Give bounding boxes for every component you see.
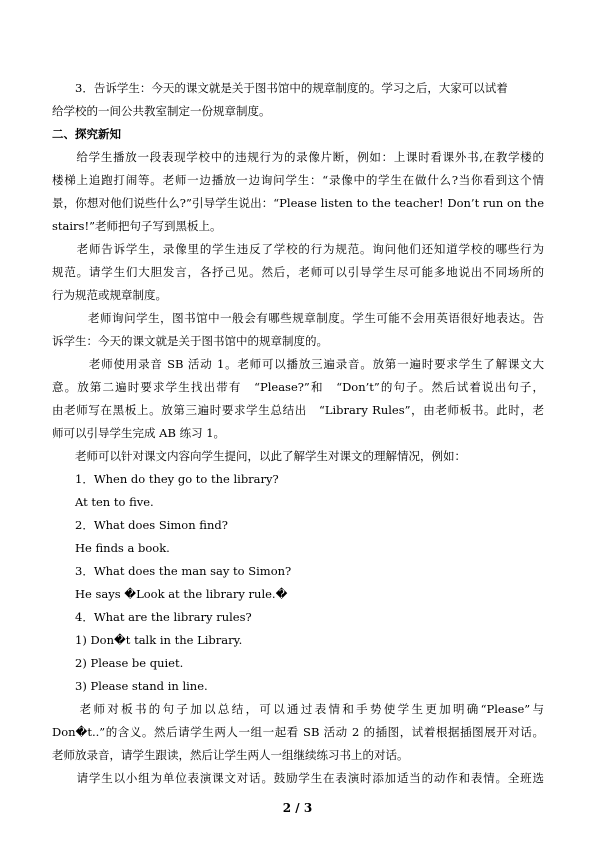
answer-line: He says �Look at the library rule.� xyxy=(52,587,288,601)
paragraph-line: 老师对板书的句子加以总结，可以通过表情和手势使学生更加明确“Please”与 xyxy=(52,702,544,716)
paragraph-line: 给学生播放一段表现学校中的违规行为的录像片断，例如：上课时看课外书,在教学楼的 xyxy=(52,150,544,164)
paragraph-line: 意。放第二遍时要求学生找出带有 “Please?”和 “Don’t”的句子。然后试着说出句子， xyxy=(52,380,544,394)
rule-line: 1) Don�t talk in the Library. xyxy=(52,633,243,647)
paragraph-line: 行为规范或规章制度。 xyxy=(52,288,167,302)
rule-line: 3) Please stand in line. xyxy=(52,679,208,693)
paragraph-line: 师可以引导学生完成 AB 练习 1。 xyxy=(52,426,226,440)
question-line: 4．What are the library rules? xyxy=(52,610,252,624)
section-heading: 二、探究新知 xyxy=(52,127,121,141)
paragraph-line: 老师使用录音 SB 活动 1。老师可以播放三遍录音。放第一遍时要求学生了解课文大 xyxy=(52,357,544,371)
paragraph-line: 诉学生：今天的课文就是关于图书馆中的规章制度的。 xyxy=(52,334,328,348)
paragraph-line: 老师询问学生，图书馆中一般会有哪些规章制度。学生可能不会用英语很好地表达。告 xyxy=(52,311,544,325)
paragraph-line: 由老师写在黑板上。放第三遍时要求学生总结出 “Library Rules”，由老师板书。此时，老 xyxy=(52,403,544,417)
paragraph-line: Don�t..”的含义。然后请学生两人一组一起看 SB 活动 2 的插图，试着根据插图展开对话。 xyxy=(52,725,544,739)
paragraph-line: 老师告诉学生，录像里的学生违反了学校的行为规范。询问他们还知道学校的哪些行为 xyxy=(52,242,544,256)
paragraph-line: 请学生以小组为单位表演课文对话。鼓励学生在表演时添加适当的动作和表情。全班选 xyxy=(52,771,544,785)
paragraph-line: 老师可以针对课文内容向学生提问，以此了解学生对课文的理解情况，例如： xyxy=(52,449,466,463)
paragraph-line: 3．告诉学生：今天的课文就是关于图书馆中的规章制度的。学习之后，大家可以试着 xyxy=(52,81,508,95)
paragraph-line: 老师放录音，请学生跟读，然后让学生两人一组继续练习书上的对话。 xyxy=(52,748,409,762)
rule-line: 2) Please be quiet. xyxy=(52,656,184,670)
paragraph-line: 景，你想对他们说些什么?”引导学生说出：“Please listen to the teacher! Don’t run on the xyxy=(52,196,544,210)
answer-line: At ten to five. xyxy=(52,495,154,509)
answer-line: He finds a book. xyxy=(52,541,170,555)
question-line: 1．When do they go to the library? xyxy=(52,472,279,486)
paragraph-line: 给学校的一间公共教室制定一份规章制度。 xyxy=(52,104,271,118)
page-number: 2 / 3 xyxy=(282,801,313,815)
paragraph-line: 规范。请学生们大胆发言，各抒己见。然后，老师可以引导学生尽可能多地说出不同场所的 xyxy=(52,265,544,279)
paragraph-line: stairs!”老师把句子写到黑板上。 xyxy=(52,219,222,233)
question-line: 3．What does the man say to Simon? xyxy=(52,564,292,578)
paragraph-line: 楼梯上追跑打闹等。老师一边播放一边询问学生：“录像中的学生在做什么?当你看到这个情 xyxy=(52,173,544,187)
question-line: 2．What does Simon find? xyxy=(52,518,228,532)
